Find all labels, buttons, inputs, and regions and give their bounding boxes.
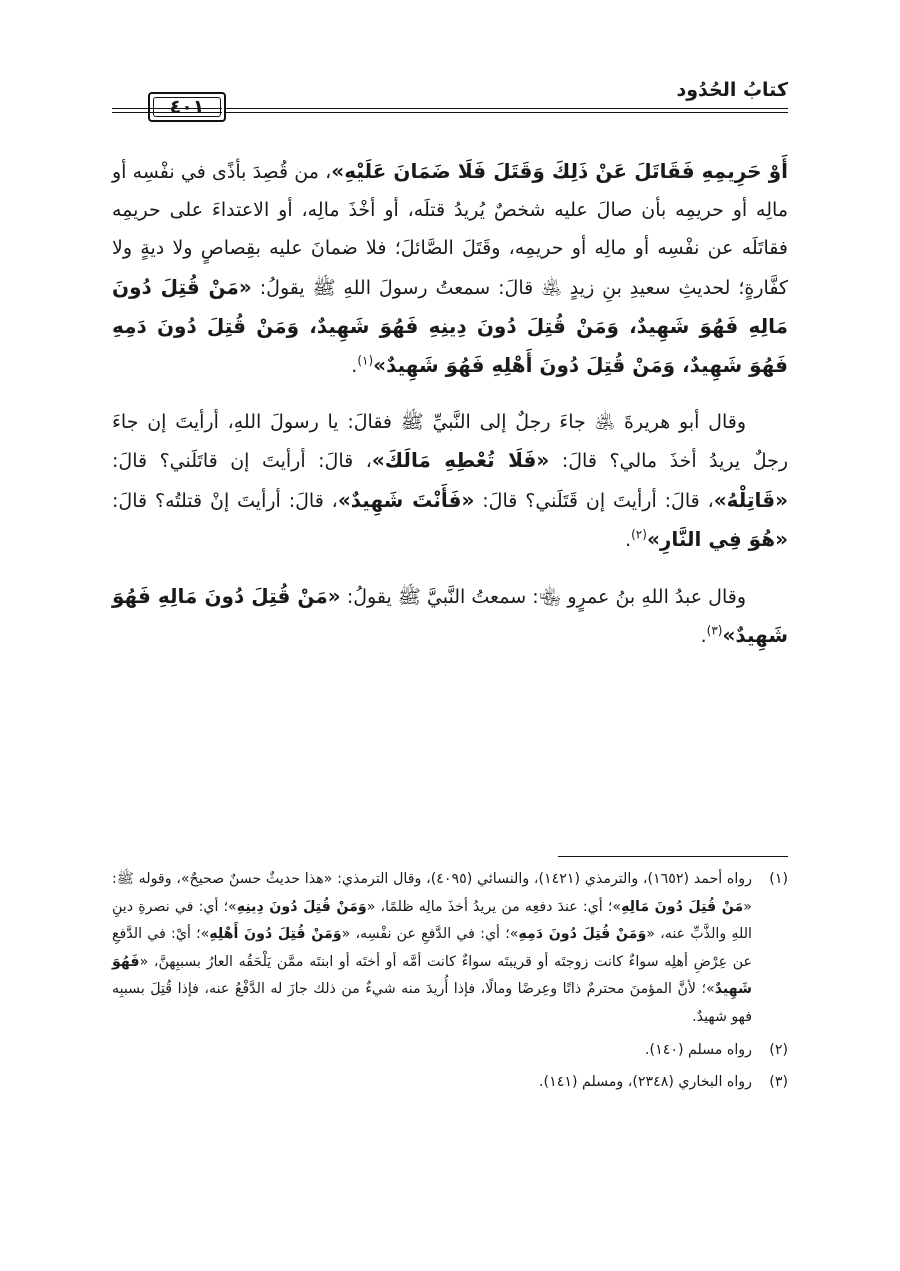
footnote-quote: فَهُوَ شَهِيدٌ	[112, 953, 752, 998]
footnote-quote: وَمَنْ قُتِلَ دُونَ دَمِهِ	[518, 926, 647, 943]
header-rule-right	[226, 108, 788, 113]
hadith-text: «مَنْ قُتِلَ دُونَ مَالِهِ فَهُوَ شَهِيدٌ، وَمَنْ قُتِلَ دُونَ دِينِهِ فَهُوَ شَهِيدٌ، وَمَنْ قُتِلَ دُونَ دَمِهِ فَهُوَ شَهِيدٌ، وَمَنْ قُتِلَ دُونَ أَهْلِهِ فَهُوَ شَهِيدٌ»	[112, 274, 788, 378]
chapter-title: كتابُ الحُدُود	[676, 79, 788, 101]
footnote-text: رواه مسلم (١٤٠).	[645, 1041, 752, 1058]
paragraph-1	[112, 152, 788, 385]
footnote-item	[112, 1069, 788, 1097]
hadith-text: «مَنْ قُتِلَ دُونَ مَالِهِ فَهُوَ شَهِيدٌ»	[112, 584, 788, 648]
footnote-ref[interactable]: (٢)	[631, 527, 647, 542]
narration-text: ، قالَ: أرأيتَ إن قاتَلَني؟ قالَ:	[112, 450, 372, 473]
footnote-text: »؛ لأنَّ المؤمنَ محترمٌ ذاتًا وعِرضًا ومالًا، فإذا أُريدَ منه شيءٌ من ذلك جازَ له الدَّفْعُ عنه، فإذا قُتِلَ بسببِه فهو شهيدٌ.	[112, 981, 752, 1025]
main-text	[112, 152, 788, 655]
footnote-text: رواه أحمد (١٦٥٢)، والترمذي (١٤٢١)، والنسائي (٤٠٩٥)، وقال الترمذي: «هذا حديثٌ حسنٌ صحيحٌ»، وقوله ﷺ: «	[112, 871, 752, 915]
footnote-ref[interactable]: (٣)	[706, 623, 723, 638]
period: .	[625, 528, 632, 551]
hadith-text: «هُوَ فِي النَّارِ»	[646, 526, 788, 551]
footnote-text: »؛ أي: عندَ دفعِه من يريدُ أخذَ مالِه ظلمًا، «	[366, 898, 622, 915]
footnote-ref[interactable]: (١)	[357, 353, 374, 368]
footnotes	[112, 866, 788, 1097]
narration-text: ، قالَ: أرأيتَ إنْ قتلتُه؟ قالَ:	[112, 489, 338, 512]
narration-text: ، قالَ: أرأيتَ إن قَتَلَني؟ قالَ:	[474, 489, 714, 512]
paragraph-3	[112, 577, 788, 655]
footnote-number: (٢)	[769, 1041, 788, 1058]
footnote-text: »؛ أي: في الدَّفعِ عن نفْسِه، «	[341, 926, 519, 943]
footnote-item	[112, 1037, 788, 1065]
footnote-separator	[558, 856, 788, 857]
hadith-text: أَوْ حَرِيمِهِ فَقَاتَلَ عَنْ ذَلِكَ وَقَتَلَ فَلَا ضَمَانَ عَلَيْهِ»	[331, 159, 788, 183]
footnote-text: رواه البخاري (٢٣٤٨)، ومسلم (١٤١).	[539, 1074, 752, 1091]
narration-text: وقال أبو هريرةَ ﵁ جاءَ رجلٌ إلى النَّبيِّ ﷺ فقالَ: يا رسولَ اللهِ، أرأيتَ إن جاءَ رجلٌ يريدُ أخذَ مالي؟ قالَ:	[112, 411, 789, 473]
footnote-item	[112, 866, 788, 1032]
footnote-text: »؛ أي: في نصرةِ دينِ اللهِ والذَّبِّ عنه، «	[112, 898, 752, 943]
footnote-quote: وَمَنْ قُتِلَ دُونَ دِينِهِ	[236, 898, 367, 915]
paragraph-2	[112, 403, 788, 559]
commentary-text: ، من قُصِدَ بأذًى في نفْسِه أو مالِه أو حريمِه بأن صالَ عليه شخصٌ يُريدُ قتلَه، أو أخْذَ مالِه، أو الاعتداءَ على حريمِه فقاتَلَه عن نفْسِه أو مالِه أو حريمِه، وقَتَلَ الصَّائلَ؛ فلا ضمانَ عليه بقِصاصٍ ولا ديةٍ ولا كفَّارةٍ؛ لحديثِ سعيدِ بنِ زيدٍ ﵁ قالَ: سمعتُ رسولَ اللهِ ﷺ يقولُ:	[112, 161, 788, 299]
period: .	[351, 355, 358, 378]
footnote-number: (٣)	[769, 1074, 788, 1091]
page-number: ٤٠١	[169, 96, 205, 118]
hadith-text: «قَاتِلْهُ»	[713, 487, 788, 512]
page-number-frame	[148, 92, 226, 122]
narration-text: وقال عبدُ اللهِ بنُ عمرٍو ﵄: سمعتُ النَّبيَّ ﷺ يقولُ:	[340, 586, 746, 609]
period: .	[700, 625, 707, 648]
footnote-number: (١)	[769, 871, 788, 887]
footnote-quote: وَمَنْ قُتِلَ دُونَ أَهْلِهِ	[209, 926, 342, 943]
hadith-text: «فَأَنْتَ شَهِيدٌ»	[337, 487, 475, 512]
footnote-text: »؛ أيْ: في الدَّفعِ عن عِرْضِ أهلِه سواءٌ كانت زوجتَه أو قريبتَه سواءٌ كانت أمَّه أو أختَه أو ابنتَه ممَّن يَلْحَقُه العارُ بسببِهنَّ، «	[112, 926, 752, 970]
hadith-text: «فَلَا تُعْطِهِ مَالَكَ»	[371, 448, 550, 473]
footnote-quote: مَنْ قُتِلَ دُونَ مَالِهِ	[621, 898, 744, 915]
